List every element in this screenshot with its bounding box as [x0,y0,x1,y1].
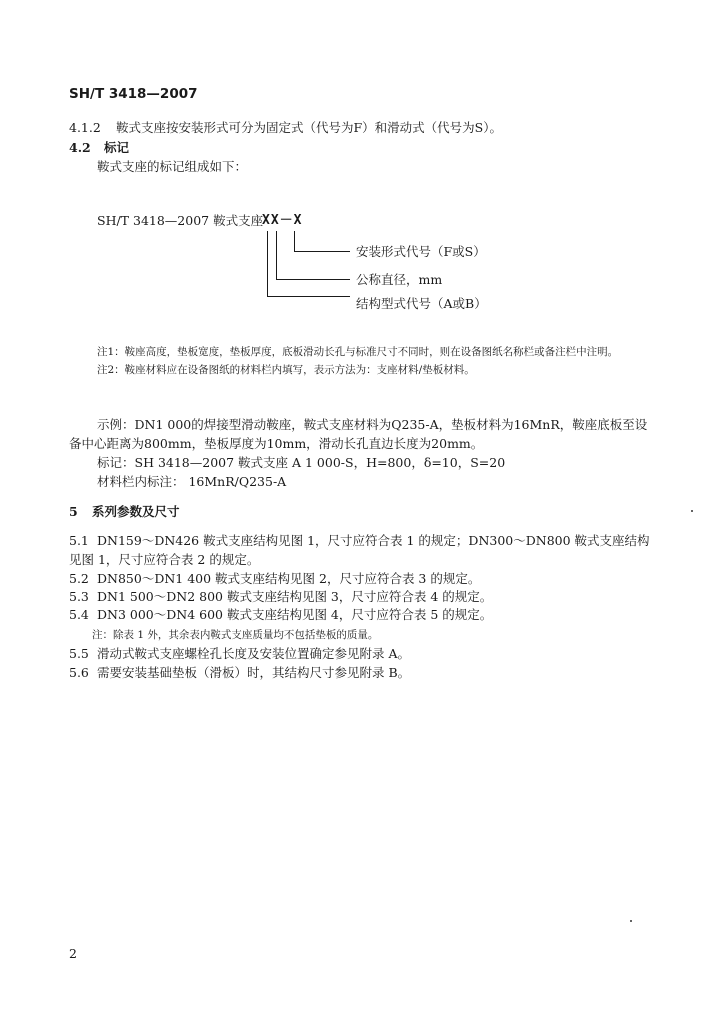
scan-speck [630,920,632,922]
example-line-1: 示例：DN1 000的焊接型滑动鞍座，鞍式支座材料为Q235-A，垫板材料为16MnR，鞍座底板至设 [97,417,648,432]
section-5-2-number: 5.2 [69,571,89,586]
section-5-5-text: 滑动式鞍式支座螺栓孔长度及安装位置确定参见附录 A。 [97,646,411,661]
section-4-2-title: 标记 [104,140,130,155]
bracket-line-diameter-horizontal [276,279,350,280]
example-material-line: 材料栏内标注： 16MnR/Q235-A [97,474,287,489]
example-marking-line: 标记：SH 3418—2007 鞍式支座 A 1 000-S，H=800，δ=10，S=20 [97,455,506,470]
page-number: 2 [69,946,77,961]
marking-label-diameter: 公称直径，mm [356,272,443,287]
section-5-2-text: DN850～DN1 400 鞍式支座结构见图 2，尺寸应符合表 3 的规定。 [97,571,481,586]
bracket-line-install-horizontal [294,251,350,252]
section-5-3-text: DN1 500～DN2 800 鞍式支座结构见图 3，尺寸应符合表 4 的规定。 [97,589,493,604]
section-4-2-number: 4.2 [69,140,91,155]
section-5-number: 5 [69,504,78,519]
section-4-2-intro: 鞍式支座的标记组成如下： [97,159,248,174]
section-5-5-number: 5.5 [69,646,89,661]
section-5-4-number: 5.4 [69,607,89,622]
section-5-1-number: 5.1 [69,533,89,548]
marking-label-install: 安装形式代号（F或S） [356,244,486,259]
example-line-2: 备中心距离为800mm，垫板厚度为10mm，滑动长孔直边长度为20mm。 [69,436,484,451]
section-5-3-number: 5.3 [69,589,89,604]
bracket-line-structure-vertical [267,231,268,296]
marking-code-prefix: SH/T 3418—2007 鞍式支座 [97,213,264,228]
section-4-1-2-number: 4.1.2 [69,120,101,135]
section-5-6-number: 5.6 [69,665,89,680]
section-5-4-text: DN3 000～DN4 600 鞍式支座结构见图 4，尺寸应符合表 5 的规定。 [97,607,493,622]
section-5-6-text: 需要安装基础垫板（滑板）时，其结构尺寸参见附录 B。 [97,665,411,680]
section-5-note: 注：除表 1 外，其余表内鞍式支座质量均不包括垫板的质量。 [92,629,379,641]
section-5-title: 系列参数及尺寸 [92,504,180,519]
bracket-line-install-vertical [294,231,295,251]
note-1: 注1：鞍座高度，垫板宽度，垫板厚度，底板滑动长孔与标准尺寸不同时，则在设备图纸名称栏或备注栏中注明。 [97,346,619,358]
section-5-1-text-cont: 见图 1，尺寸应符合表 2 的规定。 [69,552,260,567]
section-4-1-2-text: 鞍式支座按安装形式可分为固定式（代号为F）和滑动式（代号为S）。 [116,120,502,135]
section-5-1-text: DN159～DN426 鞍式支座结构见图 1，尺寸应符合表 1 的规定；DN300～DN800 鞍式支座结构 [97,533,650,548]
bracket-line-structure-horizontal [267,296,350,297]
standard-header: SH/T 3418—2007 [69,86,198,102]
marking-label-structure: 结构型式代号（A或B） [356,296,487,311]
note-2: 注2：鞍座材料应在设备图纸的材料栏内填写，表示方法为：支座材料/垫板材料。 [97,364,475,376]
marking-code-tail: XX－X [262,213,303,228]
bracket-line-diameter-vertical [276,231,277,279]
scan-speck [691,510,693,512]
